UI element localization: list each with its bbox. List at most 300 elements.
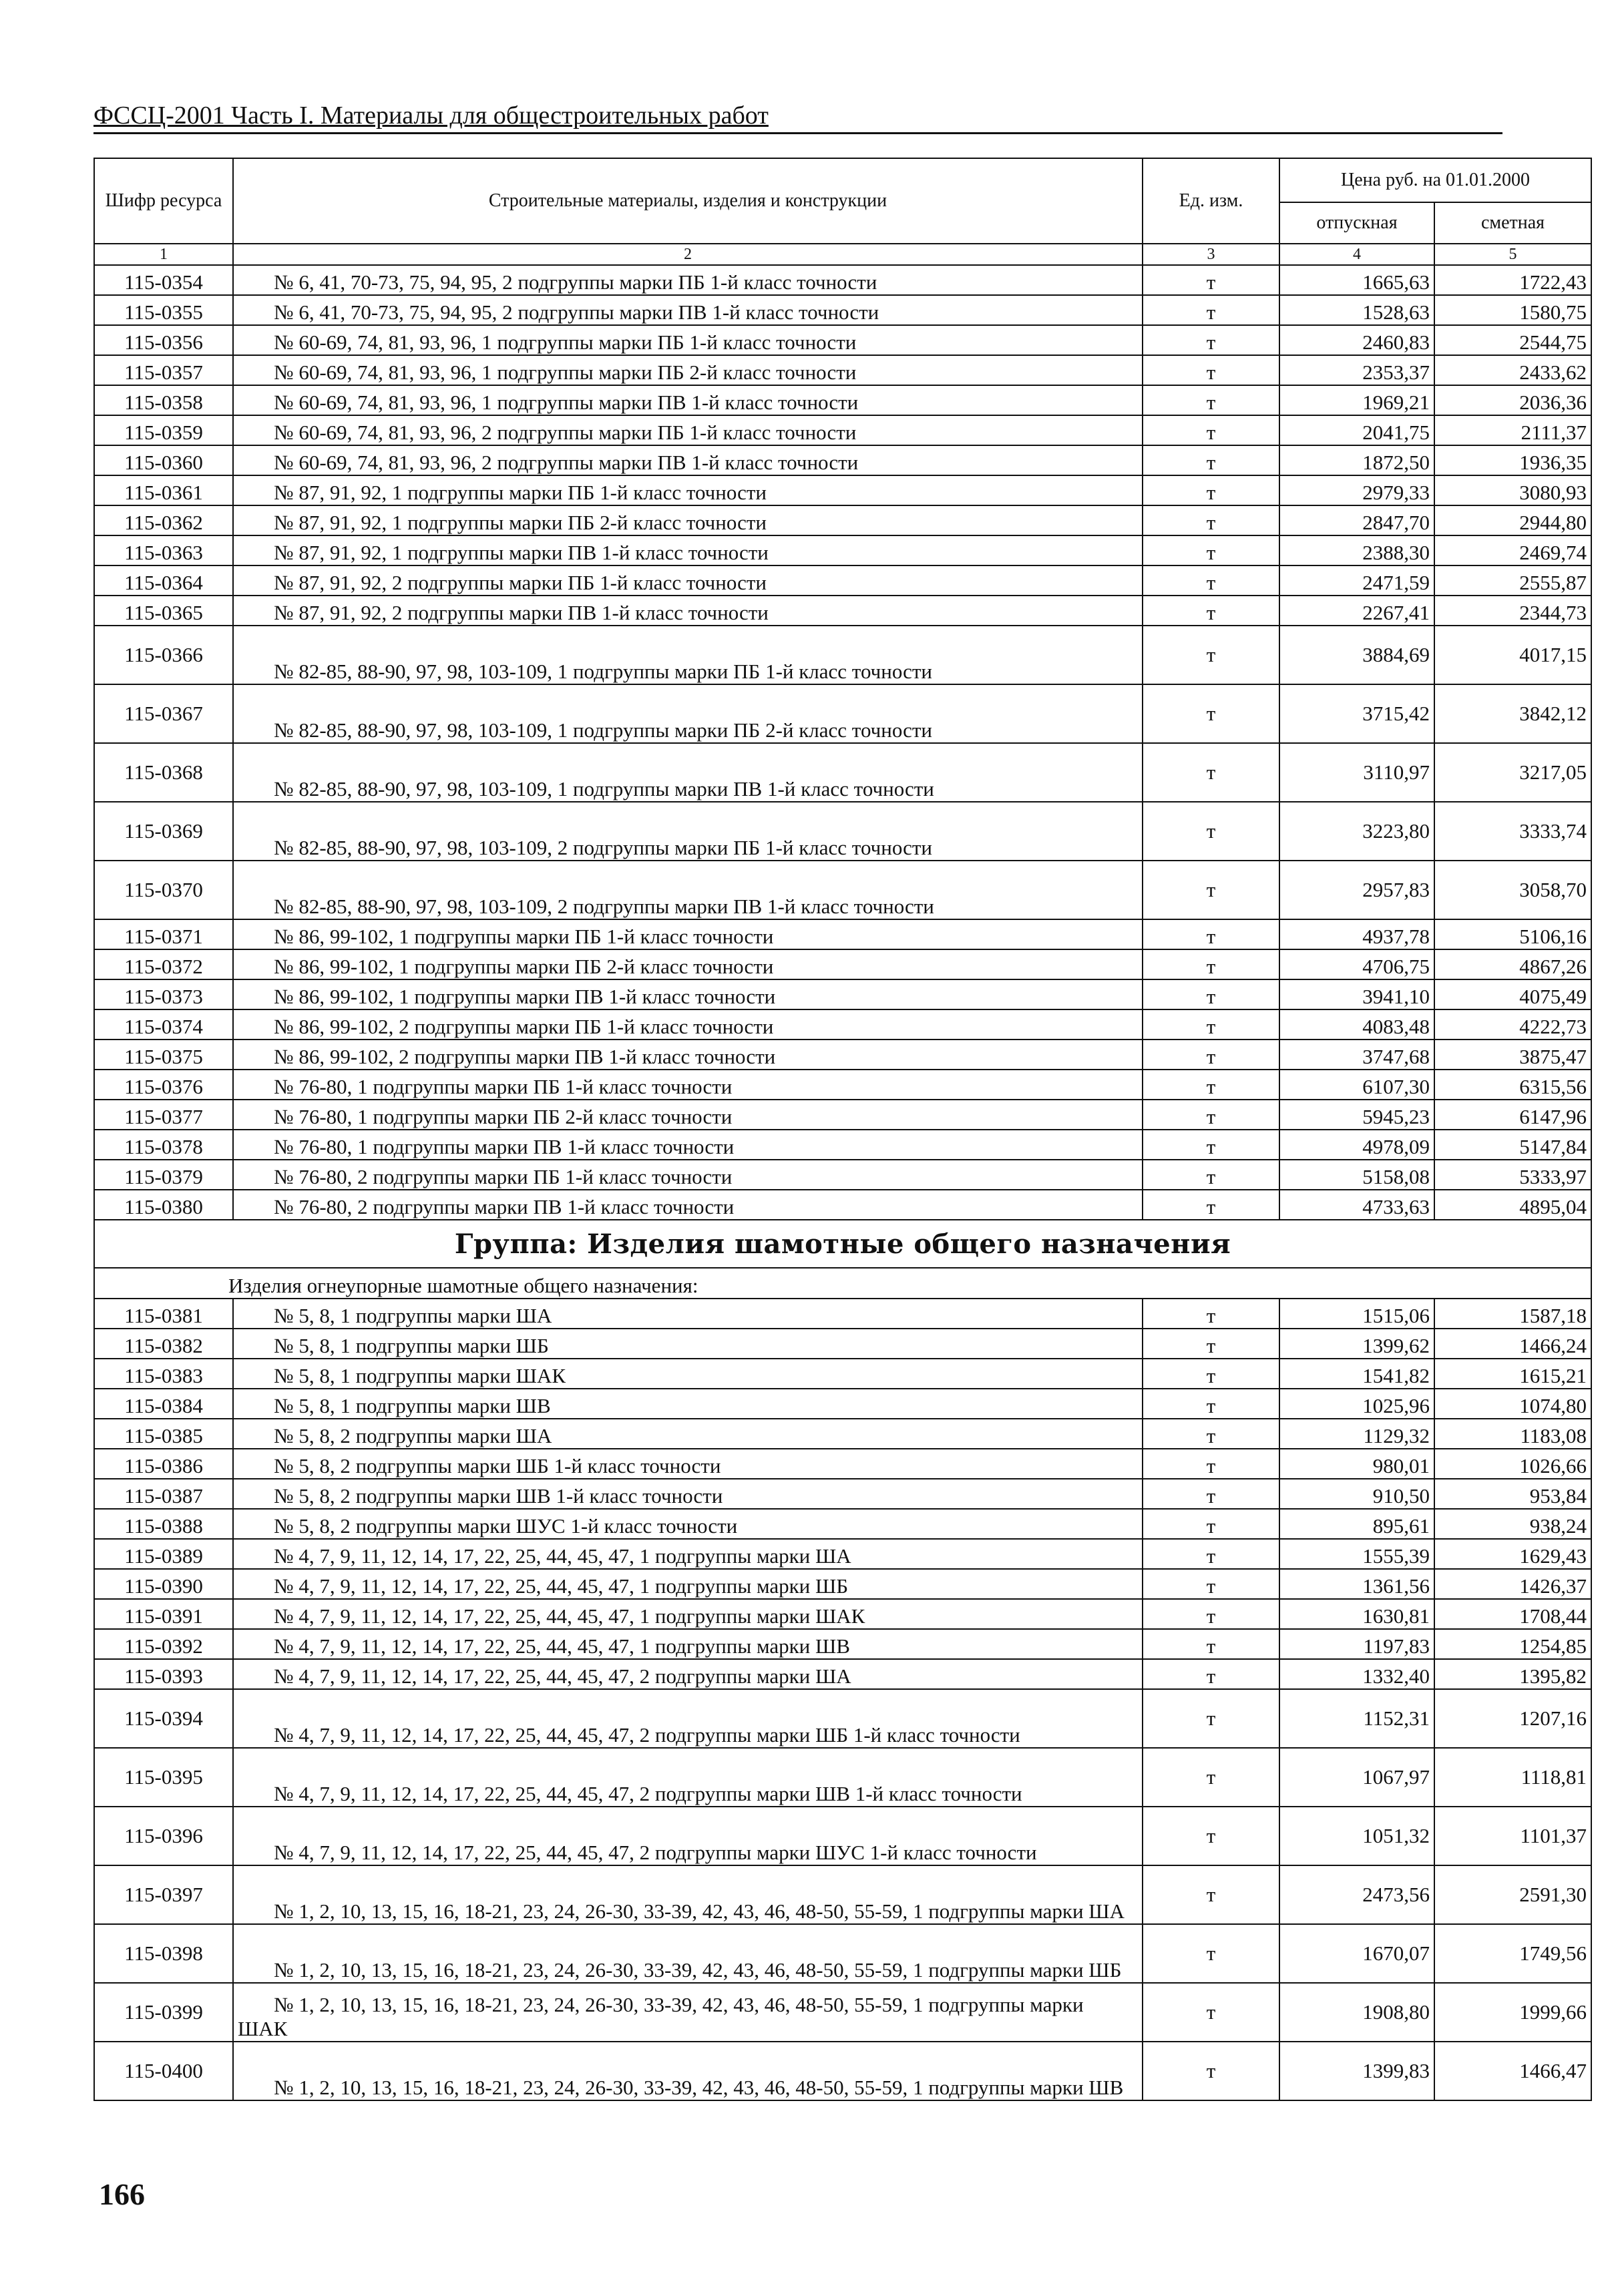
table-row: [94, 355, 1591, 385]
unit-of-measure: т: [1143, 1748, 1279, 1807]
material-description: [233, 1419, 1143, 1449]
estimate-price: 1722,43: [1434, 265, 1591, 295]
estimate-price: 3058,70: [1434, 861, 1591, 919]
release-price: 1197,83: [1279, 1629, 1434, 1659]
unit-of-measure: т: [1143, 1569, 1279, 1599]
table-row: [94, 626, 1591, 684]
resource-code: 115-0392: [94, 1629, 233, 1659]
resource-code: 115-0387: [94, 1479, 233, 1509]
description-text: № 82-85, 88-90, 97, 98, 103-109, 1 подгруппы марки ПБ 1-й класс точности: [274, 660, 932, 683]
description-text: № 87, 91, 92, 1 подгруппы марки ПВ 1-й класс точности: [274, 541, 769, 564]
table-row: [94, 295, 1591, 325]
unit-of-measure: т: [1143, 802, 1279, 861]
estimate-price: 2036,36: [1434, 385, 1591, 415]
release-price: 1908,80: [1279, 1983, 1434, 2042]
release-price: 4978,09: [1279, 1130, 1434, 1160]
material-description: [233, 1807, 1143, 1865]
unit-of-measure: т: [1143, 1190, 1279, 1220]
material-description: [233, 684, 1143, 743]
material-description: [233, 1040, 1143, 1070]
table-row: [94, 1599, 1591, 1629]
description-text: № 86, 99-102, 1 подгруппы марки ПБ 1-й класс точности: [274, 925, 774, 948]
estimate-price: 1629,43: [1434, 1539, 1591, 1569]
resource-code: 115-0376: [94, 1070, 233, 1100]
resource-code: 115-0366: [94, 626, 233, 684]
unit-of-measure: т: [1143, 1130, 1279, 1160]
estimate-price: 4017,15: [1434, 626, 1591, 684]
estimate-price: 1708,44: [1434, 1599, 1591, 1629]
estimate-price: 1118,81: [1434, 1748, 1591, 1807]
resource-code: 115-0395: [94, 1748, 233, 1807]
estimate-price: 1426,37: [1434, 1569, 1591, 1599]
release-price: 4706,75: [1279, 949, 1434, 979]
release-price: 4083,48: [1279, 1009, 1434, 1040]
table-row: [94, 1659, 1591, 1689]
resource-code: 115-0357: [94, 355, 233, 385]
resource-code: 115-0359: [94, 415, 233, 445]
resource-code: 115-0361: [94, 475, 233, 505]
resource-code: 115-0389: [94, 1539, 233, 1569]
table-row: [94, 445, 1591, 475]
release-price: 1872,50: [1279, 445, 1434, 475]
material-description: [233, 1569, 1143, 1599]
table-row: [94, 861, 1591, 919]
unit-of-measure: т: [1143, 1009, 1279, 1040]
description-text: № 87, 91, 92, 1 подгруппы марки ПБ 2-й класс точности: [274, 511, 767, 534]
release-price: 4733,63: [1279, 1190, 1434, 1220]
estimate-price: 1936,35: [1434, 445, 1591, 475]
column-number: 4: [1279, 244, 1434, 265]
material-description: [233, 919, 1143, 949]
unit-of-measure: т: [1143, 295, 1279, 325]
material-description: [233, 1190, 1143, 1220]
group-heading: Группа: Изделия шамотные общего назначения: [94, 1220, 1591, 1268]
table-row: [94, 684, 1591, 743]
release-price: 1067,97: [1279, 1748, 1434, 1807]
release-price: 2460,83: [1279, 325, 1434, 355]
table-row: [94, 1100, 1591, 1130]
release-price: 1665,63: [1279, 265, 1434, 295]
estimate-price: 953,84: [1434, 1479, 1591, 1509]
unit-of-measure: т: [1143, 1689, 1279, 1748]
table-row: [94, 1449, 1591, 1479]
description-text: № 5, 8, 1 подгруппы марки ШВ: [274, 1394, 551, 1417]
unit-of-measure: т: [1143, 979, 1279, 1009]
release-price: 2388,30: [1279, 535, 1434, 565]
material-description: [233, 385, 1143, 415]
unit-of-measure: т: [1143, 475, 1279, 505]
unit-of-measure: т: [1143, 596, 1279, 626]
table-row: [94, 802, 1591, 861]
resource-code: 115-0391: [94, 1599, 233, 1629]
resource-code: 115-0368: [94, 743, 233, 802]
unit-of-measure: т: [1143, 535, 1279, 565]
table-row: [94, 1299, 1591, 1329]
resource-code: 115-0388: [94, 1509, 233, 1539]
description-text: № 6, 41, 70-73, 75, 94, 95, 2 подгруппы марки ПВ 1-й класс точности: [274, 300, 879, 324]
group-intro-row: [94, 1268, 1591, 1299]
resource-code: 115-0369: [94, 802, 233, 861]
table-row: [94, 1569, 1591, 1599]
resource-code: 115-0390: [94, 1569, 233, 1599]
unit-of-measure: т: [1143, 355, 1279, 385]
resource-code: 115-0360: [94, 445, 233, 475]
unit-of-measure: т: [1143, 1539, 1279, 1569]
column-number: 5: [1434, 244, 1591, 265]
resource-code: 115-0358: [94, 385, 233, 415]
material-description: [233, 1160, 1143, 1190]
table-row: [94, 265, 1591, 295]
resource-code: 115-0364: [94, 565, 233, 596]
unit-of-measure: т: [1143, 743, 1279, 802]
group-heading-row: [94, 1220, 1591, 1268]
estimate-price: 2555,87: [1434, 565, 1591, 596]
material-description: [233, 1689, 1143, 1748]
unit-of-measure: т: [1143, 1299, 1279, 1329]
unit-of-measure: т: [1143, 565, 1279, 596]
resource-code: 115-0398: [94, 1924, 233, 1983]
release-price: 3715,42: [1279, 684, 1434, 743]
release-price: 2979,33: [1279, 475, 1434, 505]
material-description: [233, 1983, 1143, 2042]
description-text: № 76-80, 1 подгруппы марки ПБ 2-й класс точности: [274, 1105, 733, 1128]
unit-of-measure: т: [1143, 1983, 1279, 2042]
column-number: 3: [1143, 244, 1279, 265]
unit-of-measure: т: [1143, 1160, 1279, 1190]
table-row: [94, 1329, 1591, 1359]
table-row: [94, 1130, 1591, 1160]
material-description: [233, 1130, 1143, 1160]
description-text: № 1, 2, 10, 13, 15, 16, 18-21, 23, 24, 26-30, 33-39, 42, 43, 46, 48-50, 55-59, 1 подгруппы марки ША: [274, 1899, 1125, 1923]
unit-of-measure: т: [1143, 1419, 1279, 1449]
estimate-price: 2591,30: [1434, 1865, 1591, 1924]
release-price: 1399,83: [1279, 2042, 1434, 2100]
estimate-price: 1183,08: [1434, 1419, 1591, 1449]
resource-code: 115-0385: [94, 1419, 233, 1449]
release-price: 2471,59: [1279, 565, 1434, 596]
table-header: [94, 158, 1591, 265]
material-description: [233, 535, 1143, 565]
estimate-price: 2544,75: [1434, 325, 1591, 355]
estimate-price: 3842,12: [1434, 684, 1591, 743]
description-text: № 6, 41, 70-73, 75, 94, 95, 2 подгруппы марки ПБ 1-й класс точности: [274, 270, 877, 294]
estimate-price: 1074,80: [1434, 1389, 1591, 1419]
resource-code: 115-0393: [94, 1659, 233, 1689]
table-row: [94, 949, 1591, 979]
material-description: [233, 1329, 1143, 1359]
description-text: № 82-85, 88-90, 97, 98, 103-109, 1 подгруппы марки ПВ 1-й класс точности: [274, 777, 934, 800]
table-row: [94, 385, 1591, 415]
unit-of-measure: т: [1143, 385, 1279, 415]
release-price: 3884,69: [1279, 626, 1434, 684]
unit-of-measure: т: [1143, 1359, 1279, 1389]
header-price-release: отпускная: [1279, 202, 1434, 244]
unit-of-measure: т: [1143, 265, 1279, 295]
description-text: № 4, 7, 9, 11, 12, 14, 17, 22, 25, 44, 45, 47, 1 подгруппы марки ШБ: [274, 1574, 849, 1598]
resource-code: 115-0379: [94, 1160, 233, 1190]
estimate-price: 4075,49: [1434, 979, 1591, 1009]
description-text: № 86, 99-102, 2 подгруппы марки ПВ 1-й класс точности: [274, 1045, 776, 1068]
release-price: 1670,07: [1279, 1924, 1434, 1983]
release-price: 1528,63: [1279, 295, 1434, 325]
material-description: [233, 596, 1143, 626]
material-description: [233, 861, 1143, 919]
estimate-price: 1207,16: [1434, 1689, 1591, 1748]
release-price: 1051,32: [1279, 1807, 1434, 1865]
release-price: 980,01: [1279, 1449, 1434, 1479]
description-text: № 87, 91, 92, 1 подгруппы марки ПБ 1-й класс точности: [274, 481, 767, 504]
estimate-price: 1466,24: [1434, 1329, 1591, 1359]
material-description: [233, 505, 1143, 535]
description-text: № 4, 7, 9, 11, 12, 14, 17, 22, 25, 44, 45, 47, 1 подгруппы марки ШВ: [274, 1634, 850, 1658]
material-description: [233, 1100, 1143, 1130]
estimate-price: 5147,84: [1434, 1130, 1591, 1160]
description-text: № 76-80, 1 подгруппы марки ПВ 1-й класс точности: [274, 1135, 735, 1158]
release-price: 1129,32: [1279, 1419, 1434, 1449]
resource-code: 115-0355: [94, 295, 233, 325]
resource-code: 115-0396: [94, 1807, 233, 1865]
table-row: [94, 565, 1591, 596]
running-head-text: ФССЦ-2001 Часть I. Материалы для общестроительных работ: [93, 101, 769, 130]
material-description: [233, 1865, 1143, 1924]
description-text: № 87, 91, 92, 2 подгруппы марки ПБ 1-й класс точности: [274, 571, 767, 594]
release-price: 2041,75: [1279, 415, 1434, 445]
header-name: Строительные материалы, изделия и конструкции: [233, 158, 1143, 244]
table-row: [94, 1190, 1591, 1220]
estimate-price: 1395,82: [1434, 1659, 1591, 1689]
table-row: [94, 1070, 1591, 1100]
table-row: [94, 1924, 1591, 1983]
unit-of-measure: т: [1143, 626, 1279, 684]
description-text: № 5, 8, 1 подгруппы марки ШАК: [274, 1364, 566, 1387]
description-text: № 76-80, 2 подгруппы марки ПБ 1-й класс точности: [274, 1165, 733, 1188]
release-price: 6107,30: [1279, 1070, 1434, 1100]
resource-code: 115-0374: [94, 1009, 233, 1040]
description-text: № 60-69, 74, 81, 93, 96, 1 подгруппы марки ПВ 1-й класс точности: [274, 391, 859, 414]
estimate-price: 3875,47: [1434, 1040, 1591, 1070]
table-row: [94, 325, 1591, 355]
release-price: 2353,37: [1279, 355, 1434, 385]
table-row: [94, 743, 1591, 802]
material-description: [233, 979, 1143, 1009]
resource-code: 115-0397: [94, 1865, 233, 1924]
estimate-price: 3217,05: [1434, 743, 1591, 802]
material-description: [233, 1924, 1143, 1983]
unit-of-measure: т: [1143, 1865, 1279, 1924]
description-text: № 1, 2, 10, 13, 15, 16, 18-21, 23, 24, 26-30, 33-39, 42, 43, 46, 48-50, 55-59, 1 подгруппы марки ШАК: [238, 1993, 1084, 2040]
estimate-price: 6315,56: [1434, 1070, 1591, 1100]
description-text: № 5, 8, 2 подгруппы марки ШВ 1-й класс точности: [274, 1484, 723, 1508]
unit-of-measure: т: [1143, 1040, 1279, 1070]
description-text: № 5, 8, 1 подгруппы марки ША: [274, 1304, 552, 1327]
resource-code: 115-0381: [94, 1299, 233, 1329]
unit-of-measure: т: [1143, 1599, 1279, 1629]
table-row: [94, 475, 1591, 505]
unit-of-measure: т: [1143, 2042, 1279, 2100]
resource-code: 115-0377: [94, 1100, 233, 1130]
column-number: 2: [233, 244, 1143, 265]
table-row: [94, 596, 1591, 626]
running-head: [93, 100, 1502, 134]
estimate-price: 1466,47: [1434, 2042, 1591, 2100]
material-description: [233, 1629, 1143, 1659]
release-price: 3747,68: [1279, 1040, 1434, 1070]
description-text: № 82-85, 88-90, 97, 98, 103-109, 2 подгруппы марки ПВ 1-й класс точности: [274, 895, 934, 918]
table-row: [94, 1040, 1591, 1070]
table-row: [94, 2042, 1591, 2100]
resource-code: 115-0367: [94, 684, 233, 743]
unit-of-measure: т: [1143, 1509, 1279, 1539]
material-description: [233, 2042, 1143, 2100]
resource-code: 115-0372: [94, 949, 233, 979]
material-description: [233, 475, 1143, 505]
estimate-price: 1615,21: [1434, 1359, 1591, 1389]
estimate-price: 4222,73: [1434, 1009, 1591, 1040]
description-text: № 76-80, 2 подгруппы марки ПВ 1-й класс точности: [274, 1195, 735, 1218]
resource-code: 115-0383: [94, 1359, 233, 1389]
table-row: [94, 505, 1591, 535]
table-row: [94, 919, 1591, 949]
release-price: 2267,41: [1279, 596, 1434, 626]
material-description: [233, 1359, 1143, 1389]
resource-code: 115-0375: [94, 1040, 233, 1070]
page-number: 166: [99, 2177, 145, 2211]
material-description: [233, 1479, 1143, 1509]
estimate-price: 3333,74: [1434, 802, 1591, 861]
resource-code: 115-0356: [94, 325, 233, 355]
header-code: Шифр ресурса: [94, 158, 233, 244]
description-text: № 5, 8, 2 подгруппы марки ША: [274, 1424, 552, 1447]
material-description: [233, 1299, 1143, 1329]
column-number: 1: [94, 244, 233, 265]
header-price-estimate: сметная: [1434, 202, 1591, 244]
release-price: 4937,78: [1279, 919, 1434, 949]
resource-code: 115-0382: [94, 1329, 233, 1359]
estimate-price: 4867,26: [1434, 949, 1591, 979]
unit-of-measure: т: [1143, 1070, 1279, 1100]
release-price: 3110,97: [1279, 743, 1434, 802]
material-description: [233, 1070, 1143, 1100]
unit-of-measure: т: [1143, 1629, 1279, 1659]
release-price: 1541,82: [1279, 1359, 1434, 1389]
unit-of-measure: т: [1143, 949, 1279, 979]
resource-code: 115-0354: [94, 265, 233, 295]
release-price: 3223,80: [1279, 802, 1434, 861]
resource-code: 115-0399: [94, 1983, 233, 2042]
header-unit: Ед. изм.: [1143, 158, 1279, 244]
table-row: [94, 1359, 1591, 1389]
description-text: № 1, 2, 10, 13, 15, 16, 18-21, 23, 24, 26-30, 33-39, 42, 43, 46, 48-50, 55-59, 1 подгруппы марки ШБ: [274, 1958, 1122, 1982]
description-text: № 60-69, 74, 81, 93, 96, 2 подгруппы марки ПВ 1-й класс точности: [274, 451, 859, 474]
resource-code: 115-0371: [94, 919, 233, 949]
resource-code: 115-0363: [94, 535, 233, 565]
description-text: № 4, 7, 9, 11, 12, 14, 17, 22, 25, 44, 45, 47, 1 подгруппы марки ШАК: [274, 1604, 865, 1628]
table-row: [94, 1983, 1591, 2042]
material-description: [233, 265, 1143, 295]
description-text: № 86, 99-102, 1 подгруппы марки ПБ 2-й класс точности: [274, 955, 774, 978]
table-row: [94, 1479, 1591, 1509]
estimate-price: 1026,66: [1434, 1449, 1591, 1479]
unit-of-measure: т: [1143, 1807, 1279, 1865]
unit-of-measure: т: [1143, 325, 1279, 355]
estimate-price: 1101,37: [1434, 1807, 1591, 1865]
estimate-price: 6147,96: [1434, 1100, 1591, 1130]
release-price: 1399,62: [1279, 1329, 1434, 1359]
table-row: [94, 1748, 1591, 1807]
release-price: 1515,06: [1279, 1299, 1434, 1329]
description-text: № 87, 91, 92, 2 подгруппы марки ПВ 1-й класс точности: [274, 601, 769, 624]
description-text: № 4, 7, 9, 11, 12, 14, 17, 22, 25, 44, 45, 47, 2 подгруппы марки ШВ 1-й класс точности: [274, 1782, 1022, 1805]
description-text: № 60-69, 74, 81, 93, 96, 1 подгруппы марки ПБ 2-й класс точности: [274, 361, 857, 384]
description-text: № 60-69, 74, 81, 93, 96, 2 подгруппы марки ПБ 1-й класс точности: [274, 421, 857, 444]
table-row: [94, 1009, 1591, 1040]
table-row: [94, 1160, 1591, 1190]
estimate-price: 2944,80: [1434, 505, 1591, 535]
release-price: 2957,83: [1279, 861, 1434, 919]
release-price: 1630,81: [1279, 1599, 1434, 1629]
description-text: № 5, 8, 1 подгруппы марки ШБ: [274, 1334, 549, 1357]
unit-of-measure: т: [1143, 1329, 1279, 1359]
material-description: [233, 1599, 1143, 1629]
price-table: [93, 158, 1592, 2101]
material-description: [233, 1389, 1143, 1419]
release-price: 895,61: [1279, 1509, 1434, 1539]
release-price: 3941,10: [1279, 979, 1434, 1009]
unit-of-measure: т: [1143, 1924, 1279, 1983]
estimate-price: 1999,66: [1434, 1983, 1591, 2042]
release-price: 2847,70: [1279, 505, 1434, 535]
group-intro: Изделия огнеупорные шамотные общего назначения:: [94, 1268, 1591, 1299]
description-text: № 5, 8, 2 подгруппы марки ШБ 1-й класс точности: [274, 1454, 721, 1477]
release-price: 1969,21: [1279, 385, 1434, 415]
table-row: [94, 1389, 1591, 1419]
material-description: [233, 325, 1143, 355]
resource-code: 115-0378: [94, 1130, 233, 1160]
description-text: № 4, 7, 9, 11, 12, 14, 17, 22, 25, 44, 45, 47, 2 подгруппы марки ШУС 1-й класс точности: [274, 1841, 1037, 1864]
estimate-price: 5106,16: [1434, 919, 1591, 949]
release-price: 1152,31: [1279, 1689, 1434, 1748]
resource-code: 115-0386: [94, 1449, 233, 1479]
release-price: 1025,96: [1279, 1389, 1434, 1419]
description-text: № 86, 99-102, 1 подгруппы марки ПВ 1-й класс точности: [274, 985, 776, 1008]
table-row: [94, 1865, 1591, 1924]
material-description: [233, 743, 1143, 802]
material-description: [233, 802, 1143, 861]
release-price: 1555,39: [1279, 1539, 1434, 1569]
description-text: № 4, 7, 9, 11, 12, 14, 17, 22, 25, 44, 45, 47, 2 подгруппы марки ШБ 1-й класс точности: [274, 1723, 1020, 1747]
estimate-price: 2469,74: [1434, 535, 1591, 565]
estimate-price: 1580,75: [1434, 295, 1591, 325]
release-price: 5158,08: [1279, 1160, 1434, 1190]
unit-of-measure: т: [1143, 919, 1279, 949]
release-price: 1332,40: [1279, 1659, 1434, 1689]
material-description: [233, 1449, 1143, 1479]
estimate-price: 4895,04: [1434, 1190, 1591, 1220]
material-description: [233, 1748, 1143, 1807]
table-row: [94, 415, 1591, 445]
material-description: [233, 1539, 1143, 1569]
description-text: № 76-80, 1 подгруппы марки ПБ 1-й класс точности: [274, 1075, 733, 1098]
table-row: [94, 1419, 1591, 1449]
resource-code: 115-0373: [94, 979, 233, 1009]
unit-of-measure: т: [1143, 1100, 1279, 1130]
resource-code: 115-0400: [94, 2042, 233, 2100]
release-price: 5945,23: [1279, 1100, 1434, 1130]
material-description: [233, 949, 1143, 979]
estimate-price: 1587,18: [1434, 1299, 1591, 1329]
table-row: [94, 1807, 1591, 1865]
column-number-row: [94, 244, 1591, 265]
